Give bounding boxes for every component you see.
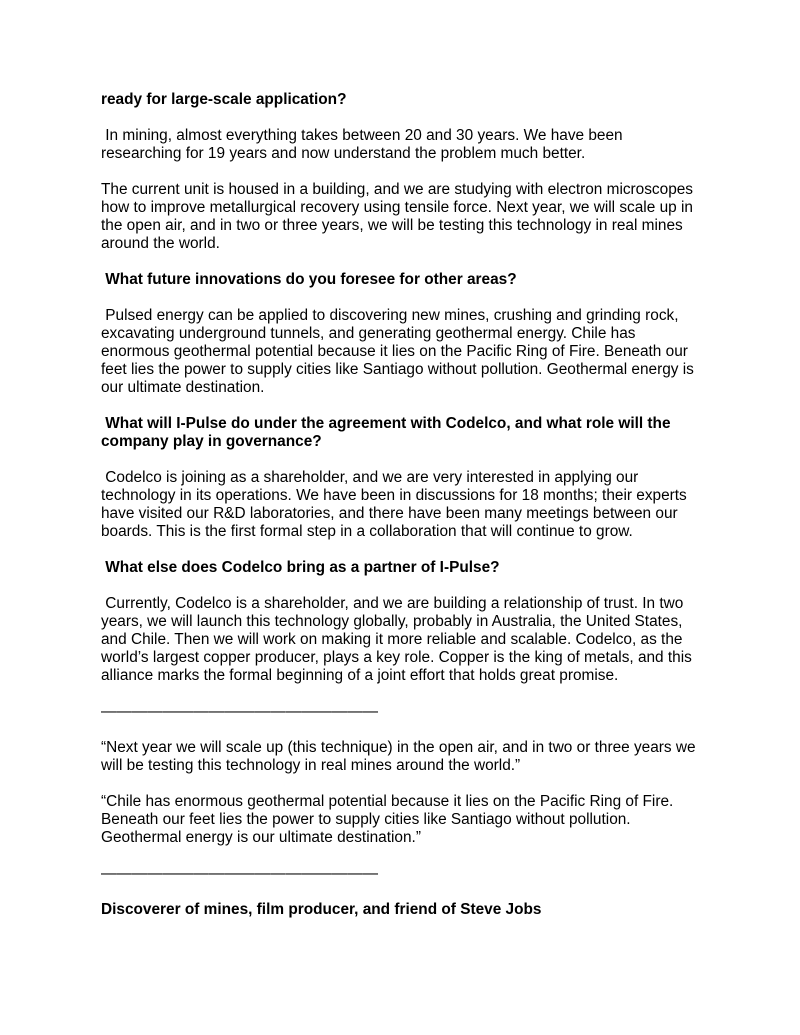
answer-paragraph: Pulsed energy can be applied to discovering new mines, crushing and grinding rock, excavating underground tunnels, and generating geothermal energy. Chile has enormous geothermal potential because it lies on the Pacific Ring of Fire. Beneath our feet lies the power to supply cities like Santiago without pollution. Geothermal energy is our ultimate destination. [101,307,694,396]
question-heading: What will I-Pulse do under the agreement with Codelco, and what role will the company play in governance? [101,415,671,450]
answer-paragraph: Currently, Codelco is a shareholder, and we are building a relationship of trust. In two years, we will launch this technology globally, probably in Australia, the United States, and Chile. Then we will work on making it more reliable and scalable. Codelco, as the world’s largest copper producer, plays a key role. Copper is the king of metals, and this alliance marks the formal beginning of a joint effort that holds great promise. [101,595,692,684]
separator-rule: —————————————————— [101,865,379,882]
answer-paragraph: In mining, almost everything takes between 20 and 30 years. We have been researching for 19 years and now understand the problem much better. [101,127,623,162]
document-page [101,91,701,937]
pull-quote: “Chile has enormous geothermal potential because it lies on the Pacific Ring of Fire. Beneath our feet lies the power to supply cities like Santiago without pollution. Geothermal energy is our ultimate destination.” [101,793,674,846]
question-heading: ready for large-scale application? [101,91,347,108]
question-heading: What else does Codelco bring as a partner of I-Pulse? [101,559,500,576]
question-heading: What future innovations do you foresee for other areas? [101,271,517,288]
section-heading: Discoverer of mines, film producer, and friend of Steve Jobs [101,901,542,918]
separator-rule: —————————————————— [101,703,379,720]
answer-paragraph: Codelco is joining as a shareholder, and we are very interested in applying our technology in its operations. We have been in discussions for 18 months; their experts have visited our R&D laboratories, and there have been many meetings between our boards. This is the first formal step in a collaboration that will continue to grow. [101,469,687,540]
pull-quote: “Next year we will scale up (this technique) in the open air, and in two or three years we will be testing this technology in real mines around the world.” [101,739,696,774]
answer-paragraph: The current unit is housed in a building, and we are studying with electron microscopes how to improve metallurgical recovery using tensile force. Next year, we will scale up in the open air, and in two or three years, we will be testing this technology in real mines around the world. [101,181,694,252]
